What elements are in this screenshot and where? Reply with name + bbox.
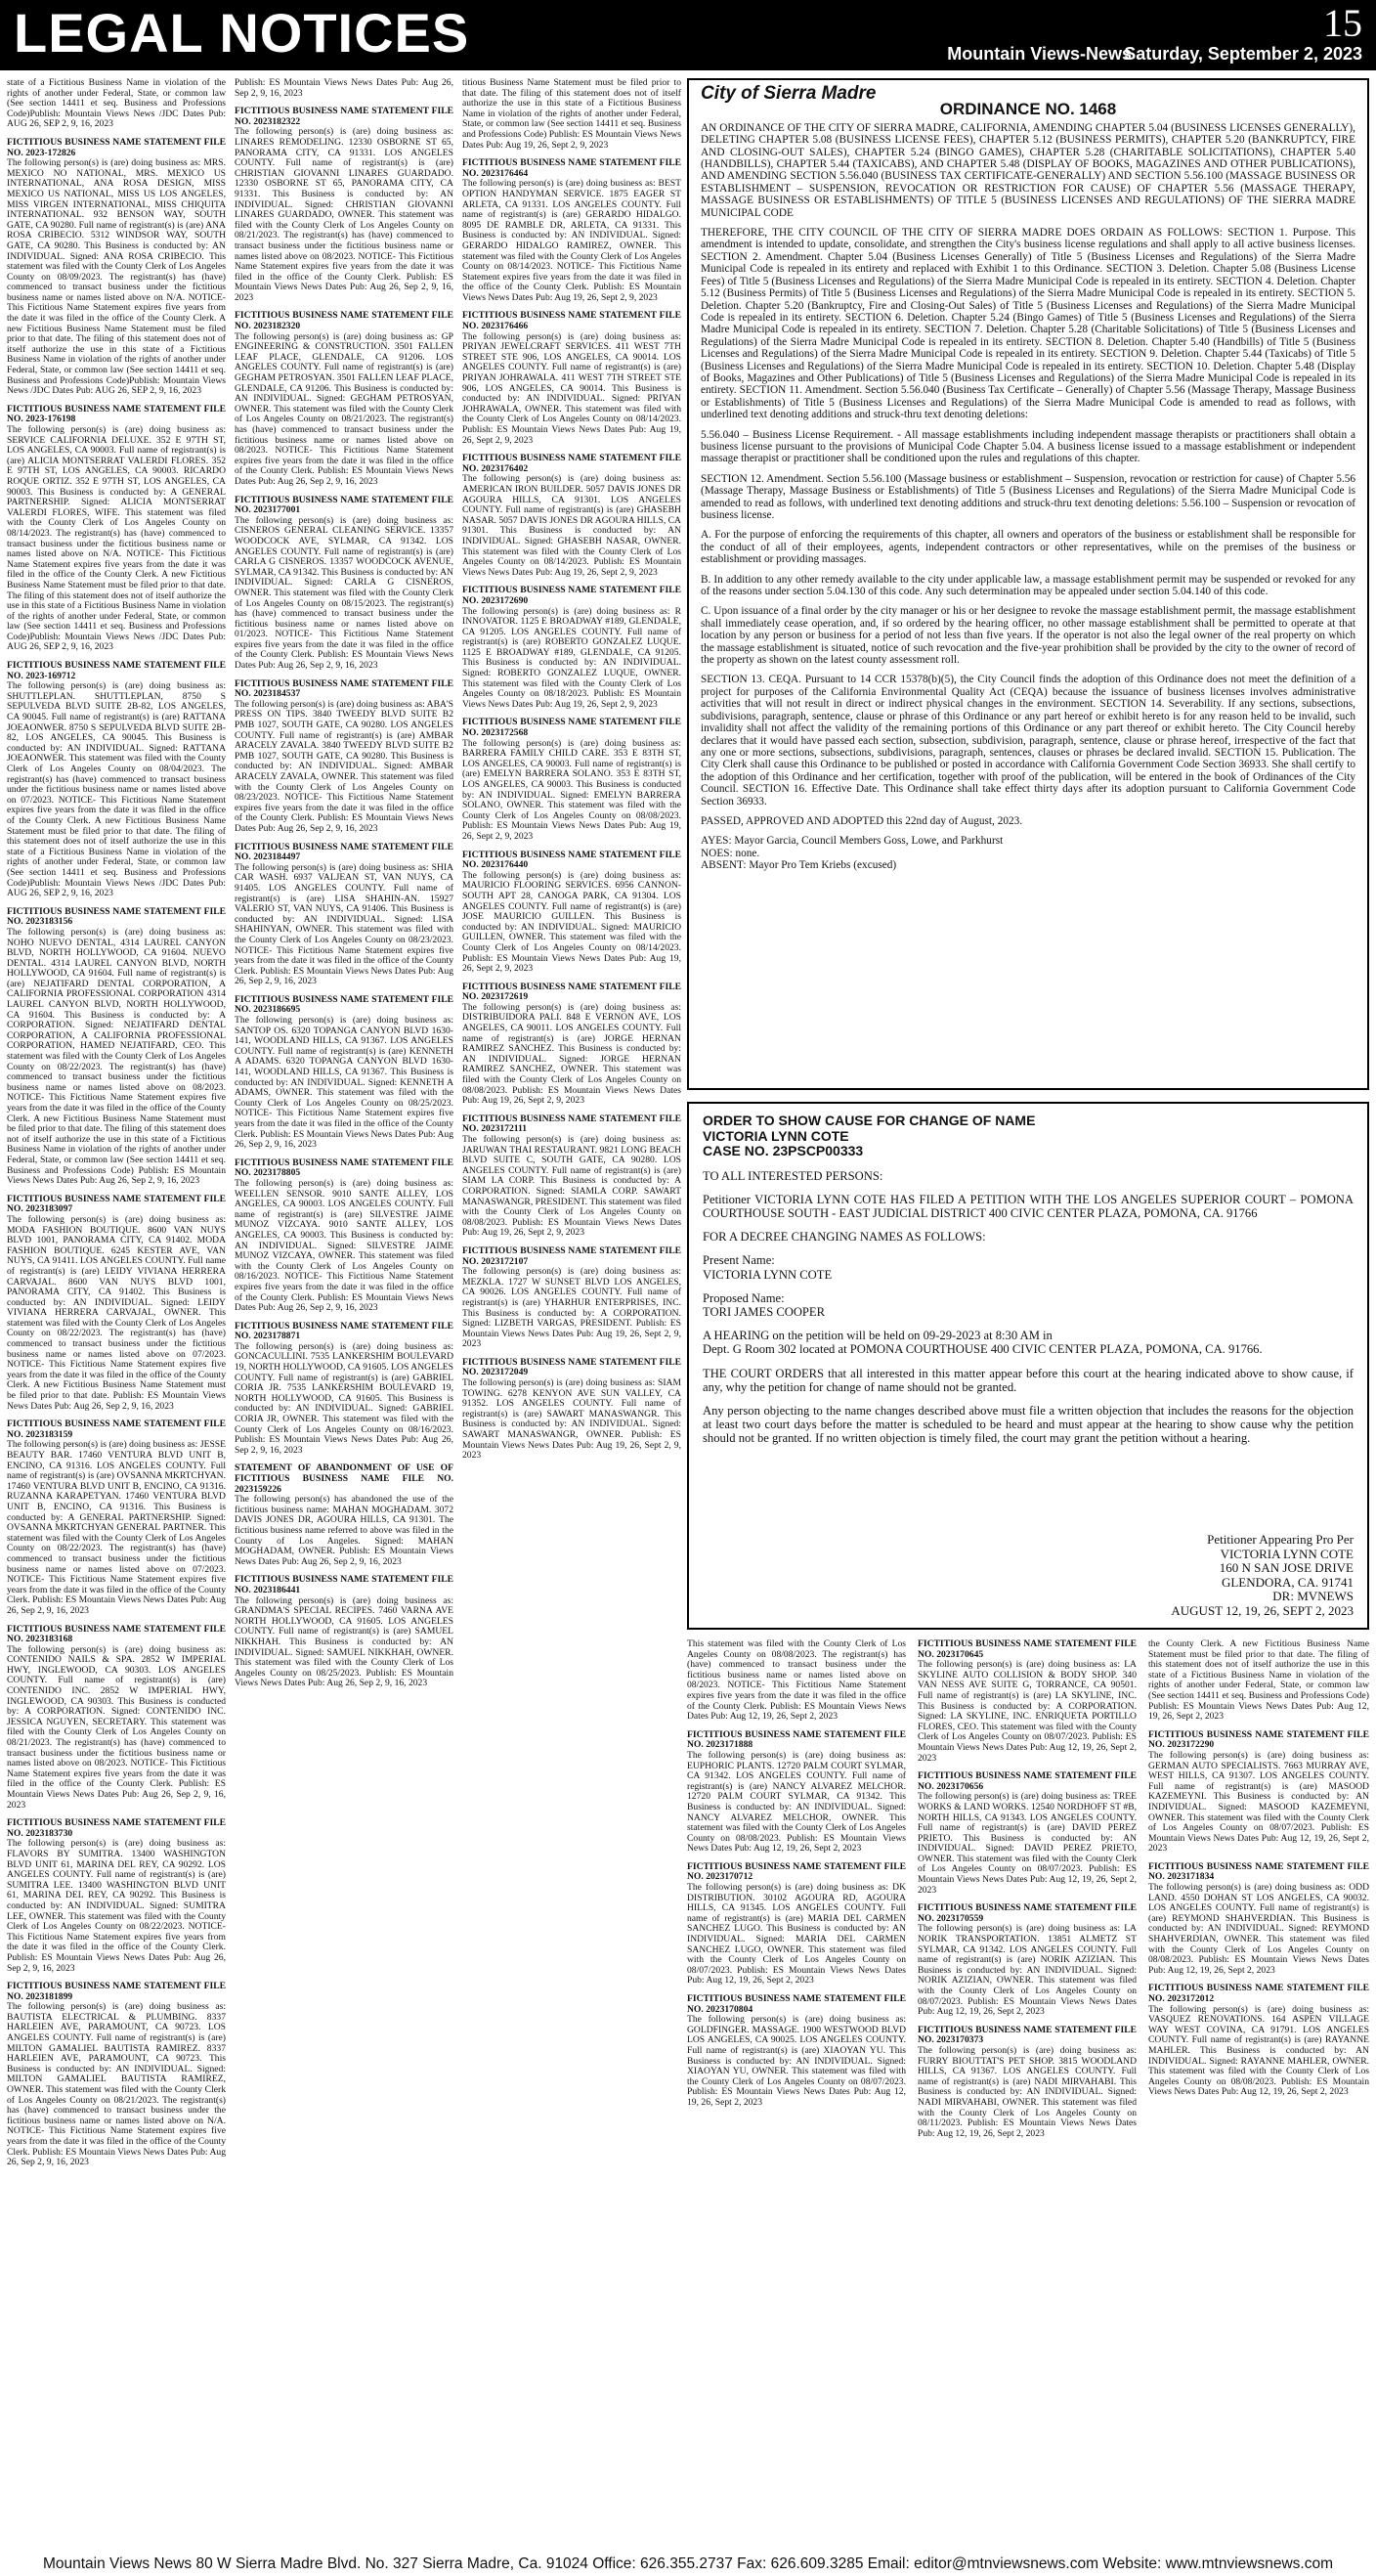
legal-notice: [235, 1322, 453, 1457]
notice-body: The following person(s) is (are) doing business as: AMERICAN IRON BUILDER. 5057 DAVIS JONES DR AGOURA HILLS, CA 91301. LOS ANGELES COUNTY. Full name of registrant(s) is (are) GHASEBH NASAR. 5057 DAVIS JONES DR AGOURA HILLS, CA 91301. This Business is conducted by: AN INDIVIDUAL. Signed: GHASEBH NASAR, OWNER. This statement was filed with the County Clerk of Los Angeles County on 08/14/2023. Publish: ES Mountain Views News Dates Pub: Aug 19, 26, Sept 2, 9, 2023: [462, 473, 681, 578]
notice-title: FICTITIOUS BUSINESS NAME STATEMENT FILE NO. 2023176464: [462, 157, 681, 179]
notice-body: The following person(s) is (are) doing business as: PRIYAN JEWELCRAFT SERVICES. 411 WEST 7TH STREET STE 906, LOS ANGELES, CA 90014. LOS ANGELES COUNTY. Full name of registrant(s) is (are) PRIYAN JOHRAWALA. 411 WEST 7TH STREET STE 906, LOS ANGELES, CA 90014. This Business is conducted by: AN INDIVIDUAL. Signed: PRIYAN JOHRAWALA, OWNER. This statement was filed with the County Clerk of Los Angeles County on 08/14/2023. Publish: ES Mountain Views News Dates Pub: Aug 19, 26, Sept 2, 9, 2023: [462, 330, 681, 446]
notice-column-1: [7, 78, 226, 2547]
legal-notice: [235, 995, 453, 1151]
notice-title: FICTITIOUS BUSINESS NAME STATEMENT FILE NO. 2023184497: [235, 841, 453, 863]
notice-body: The following person(s) is (are) doing business as: LA NORIK TRANSPORTATION. 13851 ALMETZ ST SYLMAR, CA 91342. LOS ANGELES COUNTY. Full name of registrant(s) is (are) NORIK AZIZIAN. This Business is conducted by: AN INDIVIDUAL. Signed: NORIK AZIZIAN, OWNER. This statement was filed with the County Clerk of Los Angeles County on 08/07/2023. Publish: ES Mountain Views News Dates Pub: Aug 12, 19, 26, Sept 2, 2023: [918, 1923, 1137, 2018]
notice-title: FICTITIOUS BUSINESS NAME STATEMENT FILE NO. 2023-172826: [7, 136, 226, 158]
legal-notice: [462, 851, 681, 975]
ordinance-notice: [687, 78, 1369, 1090]
ordinance-paragraph: SECTION 12. Amendment. Section 5.56.100 (Massage business or establishment – Suspension, revocation or restriction for cause) of Chapter 5.56 (Massage Therapy, Massage Business or Establishments) of Title 5 (Business Licenses and Regulations) of the Sierra Madre Municipal Code is amended to read as follows, with underlined text denoting additions and struck-thru text denoting deletions: 5.56.100 – Suspension or revocation of business license.: [701, 472, 1355, 521]
notice-column-4: [687, 1639, 906, 2547]
legal-notice: [462, 311, 681, 446]
legal-notice: [7, 907, 226, 1187]
notice-column-6: [1148, 1639, 1369, 2547]
osc-paragraph: A HEARING on the petition will be held on 09-29-2023 at 8:30 AM in Dept. G Room 302 located at POMONA COURTHOUSE 400 CIVIC CENTER PLAZA, POMONA, CA. 91766.: [703, 1329, 1263, 1357]
legal-notice: [462, 1358, 681, 1462]
osc-heading-line: VICTORIA LYNN COTE: [703, 1127, 849, 1144]
ordinance-paragraph: SECTION 13. CEQA. Pursuant to 14 CCR 15378(b)(5), the City Council finds the adoption of this Ordinance does not meet the definition of a project for purposes of the California Environmental Quality Act (CEQA) because the issuance of business licenses involves administrative activities that will not result in direct or indirect physical changes in the environment. SECTION 14. Severability. If any sections, subsections, subdivisions, paragraph, sentence, clause or phrase of this Ordinance or any part hereof or exhibit hereto is for any reason held to be invalid, such invalidity shall not affect the validity of the remaining portions of this Ordinance or any part thereof or exhibit hereto. The City Council hereby declares that it would have passed each section, subsection, subdivision, paragraph, sentence, clause or phrase hereof, irrespective of the fact that any one or more sections, subsections, subdivisions, paragraph, sentences, clauses or phrases be declared invalid. SECTION 15. Publication. The City Clerk shall cause this Ordinance to be published or posted in accordance with California Government Code Section 36933. She shall certify to the adoption of this Ordinance and her certification, together with proof of the publication, will be entered in the book of Ordinances of the City Council. SECTION 16. Effective Date. This Ordinance shall take effect thirty days after its adoption pursuant to California Government Code Section 36933.: [701, 674, 1355, 808]
notice-body: The following person(s) is (are) doing business as: VASQUEZ RENOVATIONS. 164 ASPEN VILLAGE WAY WEST COVINA, CA 91791. LOS ANGELES COUNTY. Full name of registrant(s) is (are) RAYANNE MAHLER. This Business is conducted by: AN INDIVIDUAL. Signed: RAYANNE MAHLER, OWNER. This statement was filed with the County Clerk of Los Angeles County on 08/08/2023. Publish: ES Mountain Views News Dates Pub: Aug 12, 19, 26, Sept 2, 2023: [1148, 2003, 1369, 2098]
osc-heading: [703, 1113, 1354, 1159]
legal-notice: [235, 1575, 453, 1689]
notice-body: The following person(s) is (are) doing business as: DK DISTRIBUTION. 30102 AGOURA RD, AGOURA HILLS, CA 91345. LOS ANGELES COUNTY. Full name of registrant(s) is (are) MARIA DEL CARMEN SANCHEZ LUGO. This Business is conducted by: AN INDIVIDUAL. Signed: MARIA DEL CARMEN SANCHEZ LUGO, OWNER. This statement was filed with the County Clerk of Los Angeles County on 08/07/2023. Publish: ES Mountain Views News Dates Pub: Aug 12, 19, 26, Sept 2, 2023: [687, 1882, 906, 1987]
notice-body: The following person(s) is (are) doing business as: MAURICIO FLOORING SERVICES. 6956 CANNON-SOUTH APT 28, CANOGA PARK, CA 91304. LOS ANGELES COUNTY. Full name of registrant(s) is (are) JOSE MAURICIO GUILLEN. This Business is conducted by: AN INDIVIDUAL. Signed: MAURICIO GUILLEN, OWNER. This statement was filed with the County Clerk of Los Angeles County on 08/14/2023. Publish: ES Mountain Views News Dates Pub: Aug 19, 26, Sept 2, 9, 2023: [462, 869, 681, 975]
legal-notice: [918, 1771, 1137, 1896]
notice-body: The following person(s) is (are) doing business as: BEST OPTION HANDYMAN SERVICE. 1875 EAGER ST ARLETA, CA 91331. LOS ANGELES COUNTY. Full name of registrant(s) is (are) GERARDO HIDALGO. 8095 DE RAMBLE DR, ARLETA, CA 91331. This Business is conducted by: AN INDIVIDUAL. Signed: GERARDO HIDALGO RAMIREZ, OWNER. This statement was filed with the County Clerk of Los Angeles County on 08/14/2023. NOTICE- This Fictitious Name Statement expires five years from the date it was filed in the office of the County Clerk. Publish: ES Mountain Views News Dates Pub: Aug 19, 26, Sept 2, 9, 2023: [462, 178, 681, 303]
legal-notice: [7, 1818, 226, 1974]
legal-notice: [7, 78, 226, 130]
legal-notice: [462, 78, 681, 151]
legal-notice: [7, 1419, 226, 1616]
notice-title: FICTITIOUS BUSINESS NAME STATEMENT FILE NO. 2023184537: [235, 677, 453, 700]
signature-line: Petitioner Appearing Pro Per: [1207, 1532, 1354, 1547]
notice-title: FICTITIOUS BUSINESS NAME STATEMENT FILE NO. 2023183159: [7, 1419, 226, 1440]
ordinance-paragraph: AYES: Mayor Garcia, Council Members Goss, Lowe, and Parkhurst NOES: none. ABSENT: Mayor Pro Tem Kriebs (excused): [701, 835, 1004, 872]
notice-title: FICTITIOUS BUSINESS NAME STATEMENT FILE NO. 2023178805: [235, 1157, 453, 1179]
ordinance-paragraph: PASSED, APPROVED AND ADOPTED this 22nd day of August, 2023.: [701, 814, 1023, 827]
notice-title: FICTITIOUS BUSINESS NAME STATEMENT FILE NO. 2023172690: [462, 585, 681, 606]
legal-notice: [235, 843, 453, 987]
petitioner-signature-block: [1171, 1533, 1354, 1618]
notice-body: The following person(s) is (are) doing business as: TREE WORKS & LAND WORKS. 12540 NORDHOFF ST #B, NORTH HILLS, CA 91343. LOS ANGELES COUNTY. Full name of registrant(s) is (are) DAVID PEREZ PRIETO. This Business is conducted by: AN INDIVIDUAL. Signed: DAVID PEREZ PRIETO, OWNER. This statement was filed with the County Clerk of Los Angeles County on 08/07/2023. Publish: ES Mountain Views News Dates Pub: Aug 12, 19, 26, Sept 2, 2023: [918, 1791, 1137, 1896]
notice-body: The following person(s) is (are) doing business as: GERMAN AUTO SPECIALISTS. 7663 MURRAY AVE, WEST HILLS, CA 91307. LOS ANGELES COUNTY. Full name of registrant(s) is (are) MASOOD KAZEMEYNI. This Business is conducted by: AN INDIVIDUAL. Signed: MASOOD KAZEMEYNI, OWNER. This statement was filed with the County Clerk of Los Angeles County on 08/07/2023. Publish: ES Mountain Views News Dates Pub: Aug 12, 19, 26, Sept 2, 2023: [1148, 1749, 1369, 1855]
legal-notice: [7, 1625, 226, 1812]
osc-paragraph: FOR A DECREE CHANGING NAMES AS FOLLOWS:: [703, 1230, 986, 1244]
ordinance-paragraph: AN ORDINANCE OF THE CITY OF SIERRA MADRE, CALIFORNIA, AMENDING CHAPTER 5.04 (BUSINESS LICENSES GENERALLY), DELETING CHAPTER 5.08 (BUSINESS LICENSE FEES), CHAPTER 5.12 (BUSINESS PERMITS), CHAPTER 5.20 (BANKRUPTCY, FIRE AND CLOSING-OUT SALES), CHAPTER 5.24 (BINGO GAMES), CHAPTER 5.28 (CHARITABLE SOLICITATIONS), CHAPTER 5.40 (HANDBILLS), CHAPTER 5.44 (TAXICABS), AND CHAPTER 5.48 (DISPLAY OF BOOKS, MAGAZINES AND OTHER PUBLICATIONS), AND AMENDING SECTION 5.56.040 (BUSINESS TAX CERTIFICATE-GENERALLY) AND SECTION 5.56.100 (MASSAGE BUSINESS OR ESTABLISHMENT – SUSPENSION, REVOCATION OR RESTRICTION FOR CAUSE) OF CHAPTER 5.56 (MASSAGE THERAPY, MASSAGE BUSINESS OR ESTABLISHMENTS) OF TITLE 5 (BUSINESS LICENSES AND REGULATIONS) OF THE SIERRA MADRE MUNICIPAL CODE: [701, 121, 1355, 219]
notice-body: state of a Fictitious Business Name in violation of the rights of another under Federal, State, or common law (See section 14411 et seq. Business and Professions Code)Publish: Mountain Views News /JDC Dates Pub: AUG 26, SEP 2, 9, 16, 2023: [7, 78, 226, 130]
legal-notice: [462, 718, 681, 842]
notice-body: The following person(s) is (are) doing business as: SHUTTLEPLAN. SHUTTLEPLAN, 8750 S SEPULVEDA BLVD SUITE 2B-82, LOS ANGELES, CA 90045. Full name of registrant(s) is (are) RATTANA JOEAONWER. 8750 S SEPULVEDA BLVD SUITE 2B-82, LOS ANGELES, CA 90045. This Business is conducted by: AN INDIVIDUAL. Signed: RATTANA JOEAONWER. This statement was filed with the County Clerk of Los Angeles County on 08/04/2023. The registrant(s) has (have) commenced to transact business under the fictitious business name or names listed above on 07/2023. NOTICE- This Fictitious Name Statement expires five years from the date it was filed in the office of the County Clerk. A new Fictitious Business Name Statement must be filed prior to that date. The filing of this statement does not of itself authorize the use in this state of a Fictitious Business Name in violation of the rights of another under Federal, State, or common law (See section 14411 et seq. Business and Professions Code)Publish: Mountain Views News /JDC Dates Pub: AUG 26, SEP 2, 9, 16, 2023: [7, 680, 226, 899]
notice-title: FICTITIOUS BUSINESS NAME STATEMENT FILE NO. 2023170712: [687, 1860, 906, 1883]
masthead: [0, 0, 1376, 70]
notice-body: The following person(s) is (are) doing business as: FLAVORS BY SUMITRA. 13400 WASHINGTON BLVD UNIT 61, MARINA DEL REY, CA 90292. LOS ANGELES COUNTY. Full name of registrant(s) is (are) SUMITRA LEE. 13400 WASHINGTON BLVD UNIT 61, MARINA DEL REY, CA 90292. This Business is conducted by: AN INDIVIDUAL. Signed: SUMITRA LEE, OWNER. This statement was filed with the County Clerk of Los Angeles County on 08/22/2023. NOTICE- This Fictitious Name Statement expires five years from the date it was filed in the office of the County Clerk. Publish: ES Mountain Views News Dates Pub: Aug 26, Sep 2, 9, 16, 2023: [7, 1838, 226, 1974]
notice-column-5: [918, 1639, 1137, 2547]
notice-title: FICTITIOUS BUSINESS NAME STATEMENT FILE NO. 2023172111: [462, 1113, 681, 1135]
legal-notice: [235, 78, 453, 99]
ordinance-paragraph: 5.56.040 – Business License Requirement. - All massage establishments including independent massage therapists or practitioners shall obtain a business license pursuant to the provisions of Municipal Code Chapter 5.04. A business license issued to a massage establishment or independent massage therapist or practitioner shall be conditioned upon the rules and regulations of this chapter.: [701, 428, 1355, 465]
legal-notice: [462, 454, 681, 578]
notice-body: The following person(s) is (are) doing business as: FURRY BIOUTTAT'S PET SHOP. 3815 WOODLAND HILLS, CA 91367. LOS ANGELES COUNTY. Full name of registrant(s) is (are) NADI MIRVAHABI. This Business is conducted by: AN INDIVIDUAL. Signed: NADI MIRVAHABI, OWNER. This statement was filed with the County Clerk of Los Angeles County on 08/11/2023. Publish: ES Mountain Views News Dates Pub: Aug 12, 19, 26, Sept 2, 2023: [918, 2044, 1137, 2139]
ordinance-paragraph: C. Upon issuance of a final order by the city manager or his or her designee to revoke the massage establishment permit, the massage establishment shall immediately cease operation, and, if so ordered by the hearing officer, no other massage establishment shall be permitted to operate at that location by any person or business for a period of not less than five years. If the operator is not also the legal owner of the real property on which the massage establishment is situated, notice of such revocation and the five-year prohibition shall be provided by the city to the owner of record of the property as shown on the latest county assessment roll.: [701, 605, 1355, 667]
notice-body: The following person(s) is (are) doing business as: GP ENGINEERING & CONSTRUCTION. 3501 FALLEN LEAF PLACE, GLENDALE, CA 91206. LOS ANGELES COUNTY. Full name of registrant(s) is (are) GEGHAM PETROSYAN. 3501 FALLEN LEAF PLACE, GLENDALE, CA 91206. This Business is conducted by: AN INDIVIDUAL. Signed: GEGHAM PETROSYAN, OWNER. This statement was filed with the County Clerk of Los Angeles County on 08/21/2023. The registrant(s) has (have) commenced to transact business under the fictitious business name or names listed above on 08/2023. NOTICE- This Fictitious Name Statement expires five years from the date it was filed in the office of the County Clerk. Publish: ES Mountain Views News Dates Pub: Aug 26, Sep 2, 9, 16, 2023: [235, 330, 453, 487]
notice-title: FICTITIOUS BUSINESS NAME STATEMENT FILE NO. 2023-169712: [7, 660, 226, 681]
signature-line: GLENDORA, CA. 91741: [1221, 1574, 1354, 1590]
legal-notice: [1148, 1862, 1369, 1977]
legal-notice: [7, 661, 226, 899]
legal-notice: [462, 586, 681, 710]
notice-title: FICTITIOUS BUSINESS NAME STATEMENT FILE NO. 2023186441: [235, 1574, 453, 1595]
legal-notice: [7, 405, 226, 653]
notice-title: STATEMENT OF ABANDONMENT OF USE OF FICTITIOUS BUSINESS NAME FILE NO. 2023159226: [235, 1463, 453, 1495]
notice-body: The following person(s) is (are) doing business as: JARUWAN THAI RESTAURANT. 9821 LONG BEACH BLVD SUITE C, SOUTH GATE, CA 90280. LOS ANGELES COUNTY. Full name of registrant(s) is (are) SIAM LA CORP. This Business is conducted by: A CORPORATION. Signed: SIAMLA CORP. SAWART MANASWANGR, PRESIDENT. This statement was filed with the County Clerk of Los Angeles County on 08/08/2023. Publish: ES Mountain Views News Dates Pub: Aug 19, 26, Sept 2, 9, 2023: [462, 1134, 681, 1239]
notice-body: The following person(s) is (are) doing business as: ABA'S PRESS ON TIPS. 3840 TWEEDY BLVD SUITE B2 PMB 1027, SOUTH GATE, CA 90280. LOS ANGELES COUNTY. Full name of registrant(s) is (are) AMBAR ARACELY ZAVALA. 3840 TWEEDY BLVD SUITE B2 PMB 1027, SOUTH GATE, CA 90280. This Business is conducted by: AN INDIVIDUAL. Signed: AMBAR ARACELY ZAVALA, OWNER. This statement was filed with the County Clerk of Los Angeles County on 08/23/2023. NOTICE- This Fictitious Name Statement expires five years from the date it was filed in the office of the County Clerk. Publish: ES Mountain Views News Dates Pub: Aug 26, Sep 2, 9, 16, 2023: [235, 698, 453, 834]
ordinance-heading: ORDINANCE NO. 1468: [939, 100, 1117, 119]
notice-body: The following person(s) is (are) doing business as: R INNOVATOR. 1125 E BROADWAY #189, GLENDALE, CA 91205. LOS ANGELES COUNTY. Full name of registrant(s) is (are) ROBERTO GONZALEZ LUQUE. 1125 E BROADWAY #189, GLENDALE, CA 91205. This Business is conducted by: AN INDIVIDUAL. Signed: ROBERTO GONZALEZ LUQUE, OWNER. This statement was filed with the County Clerk of Los Angeles County on 08/18/2023. Publish: ES Mountain Views News Dates Pub: Aug 19, 26, Sept 2, 9, 2023: [462, 605, 681, 710]
notice-body: The following person(s) is (are) doing business as: MRS. MEXICO NO NATIONAL, MRS. MEXICO US INTERNATIONAL, ANA ROSA DESIGN, MISS MEXICO US NATIONAL, MISS US LOS ANGELES, MISS VIRGEN INTERNATIONAL, MISS CHIQUITA INTERNATIONAL. 932 BENSON WAY, SOUTH GATE, CA 90280. Full name of registrant(s) is (are) ANA ROSA CRIBECIO. 5312 WINDSOR WAY, SOUTH GATE, CA 90280. This Business is conducted by: AN INDIVIDUAL. Signed: ANA ROSA CRIBECIO. This statement was filed with the County Clerk of Los Angeles County on 08/09/2023. The registrant(s) has (have) commenced to transact business under the fictitious business name or names listed above on N/A. NOTICE- This Fictitious Name Statement expires five years from the date it was filed in the office of the County Clerk. A new Fictitious Business Name Statement must be filed prior to that date. The filing of this statement does not of itself authorize the use in this state of a Fictitious Business Name in violation of the rights of another under Federal, State, or common law (See section 14411 et seq. Business and Professions Code)Publish: Mountain Views News /JDC Dates Pub: AUG 26, SEP 2, 9, 16, 2023: [7, 157, 226, 397]
notice-title: FICTITIOUS BUSINESS NAME STATEMENT FILE NO. 2023-176198: [7, 403, 226, 425]
legal-notice: [235, 107, 453, 303]
notice-body: The following person(s) is (are) doing business as: SIAM TOWING. 6278 KENYON AVE SUN VALLEY, CA 91352. LOS ANGELES COUNTY. Full name of registrant(s) is (are) SAWART MANASWANGR. This Business is conducted by: AN INDIVIDUAL. Signed: SAWART MANASWANGR, OWNER. Publish: ES Mountain Views News Dates Pub: Aug 19, 26, Sept 2, 9, 2023: [462, 1377, 681, 1462]
notice-body: The following person(s) is (are) doing business as: CISNEROS GENERAL CLEANING SERVICE. 13357 WOODCOCK AVE, SYLMAR, CA 91342. LOS ANGELES COUNTY. Full name of registrant(s) is (are) CARLA G CISNEROS. 13357 WOODCOCK AVENUE, SYLMAR, CA 91342. This Business is conducted by: AN INDIVIDUAL. Signed: CARLA G CISNEROS, OWNER. This statement was filed with the County Clerk of Los Angeles County on 08/15/2023. The registrant(s) has (have) commenced to transact business under the fictitious business name or names listed above on 01/2023. NOTICE- This Fictitious Name Statement expires five years from the date it was filed in the office of the County Clerk. Publish: ES Mountain Views News Dates Pub: Aug 26, Sep 2, 9, 16, 2023: [235, 514, 453, 672]
notice-body: the County Clerk. A new Fictitious Business Name Statement must be filed prior to that date. The filing of this statement does not of itself authorize the use in this state of a Fictitious Business Name in violation of the rights of another under Federal, State, or common law (See section 14411 et seq. Business and Professions Code) Publish: ES Mountain Views News Dates Pub: Aug 12, 19, 26, Sept 2, 2023: [1148, 1639, 1369, 1723]
legal-notice: [462, 1114, 681, 1239]
legal-notice: [1148, 1639, 1369, 1723]
notice-title: FICTITIOUS BUSINESS NAME STATEMENT FILE NO. 2023176466: [462, 310, 681, 332]
legal-notice: [687, 1730, 906, 1855]
notice-title: FICTITIOUS BUSINESS NAME STATEMENT FILE NO. 2023170645: [918, 1639, 1137, 1660]
notice-body: This statement was filed with the County Clerk of Los Angeles County on 08/08/2023. The registrant(s) has (have) commenced to transact business under the fictitious business name or names listed above on 08/2023. NOTICE- This Fictitious Name Statement expires five years from the date it was filed in the office of the County Clerk. Publish: ES Mountain Views News Dates Pub: Aug 12, 19, 26, Sept 2, 2023: [687, 1639, 906, 1723]
notice-title: FICTITIOUS BUSINESS NAME STATEMENT FILE NO. 2023177001: [235, 494, 453, 516]
section-title: LEGAL NOTICES: [14, 2, 470, 64]
order-to-show-cause-notice: [687, 1102, 1369, 1630]
legal-notice: [918, 2026, 1137, 2140]
notice-title: FICTITIOUS BUSINESS NAME STATEMENT FILE NO. 2023172107: [462, 1244, 681, 1267]
osc-paragraph: Any person objecting to the name changes described above must file a written objection that includes the reasons for the objection at least two court days before the matter is scheduled to be heard and must appear at the hearing to show cause why the petition should not be granted. If no written objection is timely filed, the court may grant the petition without a hearing.: [703, 1403, 1354, 1446]
notice-body: The following person(s) has abandoned the use of the fictitious business name: MAHAN MOGHADAM. 3072 DAVIS JONES DR, AGOURA HILLS, CA 91301. The fictitious business name referred to above was filed in the County of Los Angeles. Signed: MAHAN MOGHADAM, OWNER. Publish: ES Mountain Views News Dates Pub: Aug 26, Sep 2, 9, 16, 2023: [235, 1494, 453, 1567]
notice-title: FICTITIOUS BUSINESS NAME STATEMENT FILE NO. 2023171888: [687, 1728, 906, 1751]
notice-title: FICTITIOUS BUSINESS NAME STATEMENT FILE NO. 2023183730: [7, 1817, 226, 1839]
notice-title: FICTITIOUS BUSINESS NAME STATEMENT FILE NO. 2023170656: [918, 1770, 1137, 1792]
notice-title: FICTITIOUS BUSINESS NAME STATEMENT FILE NO. 2023172568: [462, 717, 681, 739]
notice-title: FICTITIOUS BUSINESS NAME STATEMENT FILE NO. 2023178871: [235, 1320, 453, 1342]
legal-notice: [235, 1463, 453, 1567]
notice-body: The following person(s) is (are) doing business as: SHIA CAR WASH. 6937 VALJEAN ST, VAN NUYS, CA 91405. LOS ANGELES COUNTY. Full name of registrant(s) is (are) LISA SHAHIN-AN. 15927 VALERIO ST, VAN NUYS, CA 91406. This Business is conducted by: AN INDIVIDUAL. Signed: LISA SHAHINYAN, OWNER. This statement was filed with the County Clerk of Los Angeles County on 08/23/2023. NOTICE- This Fictitious Name Statement expires five years from the date it was filed in the office of the County Clerk. Publish: ES Mountain Views News Dates Pub: Aug 26, Sep 2, 9, 16, 2023: [235, 861, 453, 987]
legal-notice: [1148, 1730, 1369, 1855]
legal-notice: [235, 1158, 453, 1314]
legal-notice: [235, 679, 453, 835]
notice-body: The following person(s) is (are) doing business as: GRANDMA'S SPECIAL RECIPES. 7460 VARNA AVE NORTH HOLLYWOOD, CA 91605. LOS ANGELES COUNTY. Full name of registrant(s) is (are) SAMUEL NIKKHAH. This Business is conducted by: AN INDIVIDUAL. Signed: SAMUEL NIKKHAH, OWNER. This statement was filed with the County Clerk of Los Angeles County on 08/25/2023. Publish: ES Mountain Views News Dates Pub: Aug 26, Sep 2, 9, 16, 2023: [235, 1594, 453, 1689]
notice-body: The following person(s) is (are) doing business as: EUPHORIC PLANTS. 12720 PALM COURT SYLMAR, CA 91342. LOS ANGELES COUNTY. Full name of registrant(s) is (are) NANCY ALVAREZ MELCHOR. 12720 PALM COURT SYLMAR, CA 91342. This Business is conducted by: AN INDIVIDUAL. Signed: NANCY ALVAREZ MELCHOR, OWNER. This statement was filed with the County Clerk of Los Angeles County on 08/08/2023. Publish: ES Mountain Views News Dates Pub: Aug 12, 19, 26, Sept 2, 2023: [687, 1749, 906, 1855]
ordinance-paragraph: B. In addition to any other remedy available to the city under applicable law, a massage establishment permit may be suspended or revoked for any of the reasons under section 5.04.130 of this code. Any such determination may be appealed under section 5.04.140 of this code.: [701, 573, 1355, 598]
legal-notice: [235, 496, 453, 672]
legal-notice: [7, 1982, 226, 2168]
ordinance-paragraph: A. For the purpose of enforcing the requirements of this chapter, all owners and operators of the business or establishment shall be responsible for the conduct of all of their employees, agents, independent contractors or other representatives, while on the premises of the business or establishment or providing massages.: [701, 529, 1355, 566]
signature-line: AUGUST 12, 19, 26, SEPT 2, 2023: [1171, 1602, 1354, 1618]
osc-paragraph: Petitioner VICTORIA LYNN COTE HAS FILED A PETITION WITH THE LOS ANGELES SUPERIOR COURT – POMONA COURTHOUSE SOUTH - EAST JUDICIAL DISTRICT 400 CIVIC CENTER PLAZA, POMONA, CA. 91766: [703, 1192, 1354, 1220]
notice-body: The following person(s) is (are) doing business as: SANTOP OS. 6320 TOPANGA CANYON BLVD 1630-141, WOODLAND HILLS, CA 91367. LOS ANGELES COUNTY. Full name of registrant(s) is (are) KENNETH A ADAMS. 6320 TOPANGA CANYON BLVD 1630-141, WOODLAND HILLS, CA 91367. This Business is conducted by: AN INDIVIDUAL. Signed: KENNETH A ADAMS, OWNER. This statement was filed with the County Clerk of Los Angeles County on 08/25/2023. NOTICE- This Fictitious Name Statement expires five years from the date it was filed in the office of the County Clerk. Publish: ES Mountain Views News Dates Pub: Aug 26, Sep 2, 9, 16, 2023: [235, 1015, 453, 1151]
notice-body: The following person(s) is (are) doing business as: DISTRIBUIDORA PALI. 848 E VERNON AVE, LOS ANGELES, CA 90011. LOS ANGELES COUNTY. Full name of registrant(s) is (are) JORGE HERNAN RAMIREZ SANCHEZ. This Business is conducted by: AN INDIVIDUAL. Signed: JORGE HERNAN RAMIREZ SANCHEZ, OWNER. This statement was filed with the County Clerk of Los Angeles County on 08/08/2023. Publish: ES Mountain Views News Dates Pub: Aug 19, 26, Sept 2, 9, 2023: [462, 1001, 681, 1107]
osc-paragraph: Present Name: VICTORIA LYNN COTE: [703, 1253, 833, 1282]
notice-body: The following person(s) is (are) doing business as: WEELLEN SENSOR. 9010 SANTE ALLEY, LOS ANGELES, CA 90003. LOS ANGELES COUNTY. Full name of registrant(s) is (are) SILVESTRE JAIME MUNOZ VIZCAYA. 9010 SANTE ALLEY, LOS ANGELES, CA 90003. This Business is conducted by: AN INDIVIDUAL. Signed: SILVESTRE JAIME MUNOZ VIZCAYA, OWNER. This statement was filed with the County Clerk of Los Angeles County on 08/16/2023. NOTICE- This Fictitious Name Statement expires five years from the date it was filed in the office of the County Clerk. Publish: ES Mountain Views News Dates Pub: Aug 26, Sep 2, 9, 16, 2023: [235, 1177, 453, 1314]
page-footer: Mountain Views News 80 W Sierra Madre Blvd. No. 327 Sierra Madre, Ca. 91024 Office: 626.355.2737 Fax: 626.609.3285 Email: editor@mtnviewsnews.com Website: www.mtnviewsnews.com: [42, 2555, 1334, 2572]
notice-body: The following person(s) is (are) doing business as: MEZKLA. 1727 W SUNSET BLVD LOS ANGELES, CA 90026. LOS ANGELES COUNTY. Full name of registrant(s) is (are) YHARHUR ENTERPRISES, INC. This Business is conducted by: A CORPORATION. Signed: LIZBETH VARGAS, PRESIDENT. Publish: ES Mountain Views News Dates Pub: Aug 19, 26, Sept 2, 9, 2023: [462, 1266, 681, 1350]
notice-title: FICTITIOUS BUSINESS NAME STATEMENT FILE NO. 2023176402: [462, 453, 681, 474]
notice-body: The following person(s) is (are) doing business as: GOLDFINGER. MASSAGE. 1900 WESTWOOD BLVD LOS ANGELES, CA 90025. LOS ANGELES COUNTY. Full name of registrant(s) is (are) XIAOYAN YU. This Business is conducted by: AN INDIVIDUAL. Signed: XIAOYAN YU, OWNER. This statement was filed with the County Clerk of Los Angeles County on 08/07/2023. Publish: ES Mountain Views News Dates Pub: Aug 12, 19, 26, Sept 2, 2023: [687, 2014, 906, 2108]
notice-title: FICTITIOUS BUSINESS NAME STATEMENT FILE NO. 2023183156: [7, 905, 226, 928]
legal-notice: [918, 1639, 1137, 1764]
notice-title: FICTITIOUS BUSINESS NAME STATEMENT FILE NO. 2023183168: [7, 1623, 226, 1645]
signature-line: VICTORIA LYNN COTE: [1220, 1546, 1354, 1561]
notice-title: FICTITIOUS BUSINESS NAME STATEMENT FILE NO. 2023176440: [462, 849, 681, 871]
notice-body: The following person(s) is (are) doing business as: JESSE BEAUTY BAR. 17460 VENTURA BLVD UNIT B, ENCINO, CA 91316. LOS ANGELES COUNTY. Full name of registrant(s) is (are) OVSANNA MKRTCHYAN. 17460 VENTURA BLVD UNIT B, ENCINO, CA 91316. RUZANNA KARAPETYAN. 17460 VENTURA BLVD UNIT B, ENCINO, CA 91316. This Business is conducted by: A GENERAL PARTNERSHIP. Signed: OVSANNA MKRTCHYAN GENERAL PARTNER. This statement was filed with the County Clerk of Los Angeles County on 08/22/2023. The registrant(s) has (have) commenced to transact business under the fictitious business name or names listed above on 07/2023. NOTICE- This Fictitious Name Statement expires five years from the date it was filed in the office of the County Clerk. Publish: ES Mountain Views News Dates Pub: Aug 26, Sep 2, 9, 16, 2023: [7, 1439, 226, 1616]
notice-title: FICTITIOUS BUSINESS NAME STATEMENT FILE NO. 2023171834: [1148, 1860, 1369, 1883]
notice-body: The following person(s) is (are) doing business as: LA SKYLINE AUTO COLLISION & BODY SHOP. 340 VAN NESS AVE SUITE G, TORRANCE, CA 90501. Full name of registrant(s) is (are) LA SKYLINE, INC. This Business is conducted by: A CORPORATION. Signed: LA SKYLINE, INC. ENRIQUETA PORTILLO FLORES, CEO. This statement was filed with the County Clerk of Los Angeles County on 08/07/2023. Publish: ES Mountain Views News Dates Pub: Aug 12, 19, 26, Sept 2, 2023: [918, 1659, 1137, 1764]
page-number: 15: [1323, 1, 1362, 45]
osc-heading-line: CASE NO. 23PSCP00333: [703, 1143, 864, 1158]
ordinance-paragraph: THEREFORE, THE CITY COUNCIL OF THE CITY OF SIERRA MADRE DOES ORDAIN AS FOLLOWS: SECTION 1. Purpose. This amendment is intended to update, consolidate, and strengthen the City's business license regulations and shall apply to all active business licenses. SECTION 2. Amendment. Chapter 5.04 (Business Licenses Generally) of Title 5 (Business Licenses and Regulations) of the Sierra Madre Municipal Code is repealed in its entirety and replaced with Exhibit 1 to this Ordinance. SECTION 3. Deletion. Chapter 5.08 (Business License Fees) of Title 5 (Business Licenses and Regulations) of the Sierra Madre Municipal Code is repealed in its entirety. SECTION 4. Deletion. Chapter 5.12 (Business Permits) of Title 5 (Business Licenses and Regulations) of the Sierra Madre Municipal Code is repealed in its entirety. SECTION 5. Deletion. Chapter 5.20 (Bankruptcy, Fire and Closing-Out Sales) of Title 5 (Business Licenses and Regulations) of the Sierra Madre Municipal Code is repealed in its entirety. SECTION 6. Deletion. Chapter 5.24 (Bingo Games) of Title 5 (Business Licenses and Regulations) of the Sierra Madre Municipal Code is repealed in its entirety. SECTION 7. Deletion. Chapter 5.28 (Charitable Solicitations) of Title 5 (Business Licenses and Regulations) of the Sierra Madre Municipal Code is repealed in its entirety. SECTION 8. Deletion. Chapter 5.40 (Handbills) of Title 5 (Business Licenses and Regulations) of the Sierra Madre Municipal Code is repealed in its entirety. SECTION 9. Deletion. Chapter 5.44 (Taxicabs) of Title 5 (Business Licenses and Regulations) of the Sierra Madre Municipal Code is repealed in its entirety. SECTION 10. Deletion. Chapter 5.48 (Display of Books, Magazines and Other Publications) of Title 5 (Business Licenses and Regulations) of the Sierra Madre Municipal Code is repealed in its entirety. SECTION 11. Amendment. Section 5.56.040 (Business Tax Certificate – Generally) of Chapter 5.56 (Massage Therapy, Massage Business or Establishments) of Title 5 (Business Licenses and Regulations) of the Sierra Madre Municipal Code is amended to read as follows, with underlined text denoting additions and struck-thru text denoting deletions:: [701, 227, 1355, 421]
notice-title: FICTITIOUS BUSINESS NAME STATEMENT FILE NO. 2023172012: [1148, 1983, 1369, 2004]
notice-title: FICTITIOUS BUSINESS NAME STATEMENT FILE NO. 2023182322: [235, 106, 453, 127]
osc-paragraph: Proposed Name: TORI JAMES COOPER: [703, 1290, 826, 1319]
legal-notice: [462, 982, 681, 1107]
notice-title: FICTITIOUS BUSINESS NAME STATEMENT FILE NO. 2023186695: [235, 993, 453, 1016]
notice-body: The following person(s) is (are) doing business as: BARRERA FAMILY CHILD CARE. 353 E 83TH ST, LOS ANGELES, CA 90003. Full name of registrant(s) is (are) EMELYN BARRERA SOLANO. 353 E 83TH ST, LOS ANGELES, CA 90003. This Business is conducted by: AN INDIVIDUAL. Signed: EMELYN BARRERA SOLANO, OWNER. This statement was filed with the County Clerk of Los Angeles County on 08/08/2023. Publish: ES Mountain Views News Dates Pub: Aug 19, 26, Sept 2, 9, 2023: [462, 737, 681, 842]
notice-body: The following person(s) is (are) doing business as: CONTENIDO NAILS & SPA. 2852 W IMPERIAL HWY, INGLEWOOD, CA 90303. LOS ANGELES COUNTY. Full name of registrant(s) is (are) CONTENIDO INC. 2852 W IMPERIAL HWY, INGLEWOOD, CA 90303. This Business is conducted by: A CORPORATION. Signed: CONTENIDO INC. JESSICA NGUYEN, SECRETARY. This statement was filed with the County Clerk of Los Angeles County on 08/21/2023. The registrant(s) has (have) commenced to transact business under the fictitious business name or names listed above on 08/2023. NOTICE- This Fictitious Name Statement expires five years from the date it was filed in the office of the County Clerk. Publish: ES Mountain Views News Dates Pub: Aug 26, Sep 2, 9, 16, 2023: [7, 1643, 226, 1811]
legal-notice: [235, 311, 453, 487]
signature-line: DR: MVNEWS: [1272, 1589, 1354, 1603]
notice-body: The following person(s) is (are) doing business as: LINARES REMODELING. 12330 OSBORNE ST 65, PANORAMA CITY, CA 91331. LOS ANGELES COUNTY. Full name of registrant(s) is (are) CHRISTIAN GIOVANNI LINARES GUARDADO. 12330 OSBORNE ST 65, PANORAMA CITY, CA 91331. This Business is conducted by: AN INDIVIDUAL. Signed: CHRISTIAN GIOVANNI LINARES GUARDADO, OWNER. This statement was filed with the County Clerk of Los Angeles County on 08/21/2023. The registrant(s) has (have) commenced to transact business under the fictitious business name or names listed above on 08/2023. NOTICE- This Fictitious Name Statement expires five years from the date it was filed in the office of the County Clerk. Publish: ES Mountain Views News Dates Pub: Aug 26, Sep 2, 9, 16, 2023: [235, 126, 453, 303]
osc-paragraph: THE COURT ORDERS that all interested in this matter appear before this court at the hearing indicated above to show cause, if any, why the petition for change of name should not be granted.: [703, 1366, 1354, 1394]
signature-line: 160 N SAN JOSE DRIVE: [1219, 1560, 1354, 1575]
ordinance-body: [701, 122, 1355, 872]
osc-body: [703, 1169, 1354, 1446]
legal-notice: [687, 1639, 906, 1723]
ordinance-city: City of Sierra Madre: [701, 83, 877, 104]
notice-body: The following person(s) is (are) doing business as: ODD LAND. 4550 DOHAN ST LOS ANGELES, CA 90032. LOS ANGELES COUNTY. Full name of registrant(s) is (are) REYMOND SHAHVERDIAN. This Business is conducted by: AN INDIVIDUAL. Signed: REYMOND SHAHVERDIAN, OWNER. This statement was filed with the County Clerk of Los Angeles County on 08/08/2023. Publish: ES Mountain Views News Dates Pub: Aug 12, 19, 26, Sept 2, 2023: [1148, 1882, 1369, 1976]
notice-title: FICTITIOUS BUSINESS NAME STATEMENT FILE NO. 2023181899: [7, 1981, 226, 2002]
notice-title: FICTITIOUS BUSINESS NAME STATEMENT FILE NO. 2023170559: [918, 1902, 1137, 1924]
legal-notice: [687, 1862, 906, 1987]
legal-notice: [462, 1246, 681, 1350]
notice-title: FICTITIOUS BUSINESS NAME STATEMENT FILE NO. 2023172619: [462, 981, 681, 1003]
notice-column-2: [235, 78, 453, 2547]
osc-heading-line: ORDER TO SHOW CAUSE FOR CHANGE OF NAME: [703, 1113, 1036, 1128]
notice-body: The following person(s) is (are) doing business as: BAUTISTA ELECTRICAL & PLUMBING. 8337 HARLEIEN AVE, PARAMOUNT, CA 90723. LOS ANGELES COUNTY. Full name of registrant(s) is (are) MILTON GAMALIEL BAUTISTA RAMIREZ. 8337 HARLEIEN AVE, PARAMOUNT, CA 90723. This Business is conducted by: AN INDIVIDUAL. Signed: MILTON GAMALIEL BAUTISTA RAMIREZ, OWNER. This statement was filed with the County Clerk of Los Angeles County on 08/21/2023. The registrant(s) has (have) commenced to transact business under the fictitious business name or names listed above on N/A. NOTICE- This Fictitious Name Statement expires five years from the date it was filed in the office of the County Clerk. Publish: ES Mountain Views News Dates Pub: Aug 26, Sep 2, 9, 16, 2023: [7, 2001, 226, 2168]
notice-title: FICTITIOUS BUSINESS NAME STATEMENT FILE NO. 2023172049: [462, 1356, 681, 1378]
legal-notice: [462, 158, 681, 303]
legal-notice: [918, 1903, 1137, 2018]
notice-column-3: [462, 78, 681, 2547]
issue-date: Saturday, September 2, 2023: [1124, 44, 1362, 64]
notice-body: The following person(s) is (are) doing business as: SERVICE CALIFORNIA DELUXE. 352 E 97TH ST, LOS ANGELES, CA 90003. Full name of registrant(s) is (are) ALICIA MONTSERRAT VALERDI FLORES. 352 E 97TH ST, LOS ANGELES, CA 90003. RICARDO ROQUE ORTIZ. 352 E 97TH ST, LOS ANGELES, CA 90003. This Business is conducted by: A GENERAL PARTNERSHIP. Signed: ALICIA MONTSERRAT VALERDI FLORES, WIFE. This statement was filed with the County Clerk of Los Angeles County on 08/14/2023. The registrant(s) has (have) commenced to transact business under the fictitious business name or names listed above on N/A. NOTICE- This Fictitious Name Statement expires five years from the date it was filed in the office of the County Clerk. A new Fictitious Business Name Statement must be filed prior to that date. The filing of this statement does not of itself authorize the use in this state of a Fictitious Business Name in violation of the rights of another under Federal, State, or common law (See section 14411 et seq. Business and Professions Code)Publish: Mountain Views News /JDC Dates Pub: AUG 26, SEP 2, 9, 16, 2023: [7, 424, 226, 653]
legal-notice: [687, 1994, 906, 2109]
notice-title: FICTITIOUS BUSINESS NAME STATEMENT FILE NO. 2023182320: [235, 310, 453, 332]
notice-body: Publish: ES Mountain Views News Dates Pub: Aug 26, Sep 2, 9, 16, 2023: [235, 78, 453, 99]
notice-body: titious Business Name Statement must be filed prior to that date. The filing of this statement does not of itself authorize the use in this state of a Fictitious Business Name in violation of the rights of another under Federal, State, or common law (See section 14411 et seq. Business and Professions Code) Publish: ES Mountain Views News Dates Pub: Aug 19, 26, Sept 2, 9, 2023: [462, 78, 681, 151]
notice-title: FICTITIOUS BUSINESS NAME STATEMENT FILE NO. 2023170373: [918, 2024, 1137, 2046]
notice-body: The following person(s) is (are) doing business as: NOHO NUEVO DENTAL, 4314 LAUREL CANYON BLVD, NORTH HOLLYWOOD, CA 91604. NUEVO DENTAL. 4314 LAUREL CANYON BLVD, NORTH HOLLYWOOD, CA 91604. Full name of registrant(s) is (are) NEJATIFARD DENTAL CORPORATION, A CALIFORNIA PROFESSIONAL CORPORATION 4314 LAUREL CANYON BLVD, NORTH HOLLYWOOD, CA 91604. This Business is conducted by: A CORPORATION. Signed: NEJATIFARD DENTAL CORPORATION, A CALIFORNIA PROFESSIONAL CORPORATION, HAMED NEJATIFARD, CEO. This statement was filed with the County Clerk of Los Angeles County on 08/22/2023. The registrant(s) has (have) commenced to transact business under the fictitious business name or names listed above on 08/2023. NOTICE- This Fictitious Name Statement expires five years from the date it was filed in the office of the County Clerk. A new Fictitious Business Name Statement must be filed prior to that date. The filing of this statement does not of itself authorize the use in this state of a Fictitious Business Name in violation of the rights of another under Federal, State, or common law (See section 14411 et seq. Business and Professions Code) Publish: ES Mountain Views News Dates Pub: Aug 26, Sep 2, 9, 16, 2023: [7, 926, 226, 1187]
notice-body: The following person(s) is (are) doing business as: GONCACULLINI. 7535 LANKERSHIM BOULEVARD 19, NORTH HOLLYWOOD, CA 91605. LOS ANGELES COUNTY. Full name of registrant(s) is (are) GABRIEL CORIA JR. 7535 LANKERSHIM BOULEVARD 19, NORTH HOLLYWOOD, CA 91605. This Business is conducted by: AN INDIVIDUAL. Signed: GABRIEL CORIA JR, OWNER. This statement was filed with the County Clerk of Los Angeles County on 08/16/2023. Publish: ES Mountain Views News Dates Pub: Aug 26, Sep 2, 9, 16, 2023: [235, 1340, 453, 1456]
legal-notice: [7, 1195, 226, 1412]
notice-title: FICTITIOUS BUSINESS NAME STATEMENT FILE NO. 2023172290: [1148, 1728, 1369, 1751]
notice-title: FICTITIOUS BUSINESS NAME STATEMENT FILE NO. 2023170804: [687, 1993, 906, 2015]
paper-name: Mountain Views-News: [947, 44, 1132, 64]
osc-paragraph: TO ALL INTERESTED PERSONS:: [703, 1168, 883, 1183]
notice-title: FICTITIOUS BUSINESS NAME STATEMENT FILE NO. 2023183097: [7, 1193, 226, 1215]
notice-body: The following person(s) is (are) doing business as: MODA FASHION BOUTIQUE. 8600 VAN NUYS BLVD 1001, PANORAMA CITY, CA 91402. MODA FASHION BOUTIQUE. 6245 KESTER AVE, VAN NUYS, CA 91411. LOS ANGELES COUNTY. Full name of registrant(s) is (are) LEIDY VIVIANA HERRERA CARVAJAL. 8600 VAN NUYS BLVD 1001, PANORAMA CITY, CA 91402. This Business is conducted by: AN INDIVIDUAL. Signed: LEIDY VIVIANA HERRERA CARVAJAL, OWNER. This statement was filed with the County Clerk of Los Angeles County on 08/22/2023. The registrant(s) has (have) commenced to transact business under the fictitious business name or names listed above on 07/2023. NOTICE- This Fictitious Name Statement expires five years from the date it was filed in the office of the County Clerk. A new Fictitious Business Name Statement must be filed prior to that date. Publish: ES Mountain Views News Dates Pub: Aug 26, Sep 2, 9, 16, 2023: [7, 1213, 226, 1412]
legal-notice: [1148, 1984, 1369, 2098]
legal-notice: [7, 138, 226, 397]
